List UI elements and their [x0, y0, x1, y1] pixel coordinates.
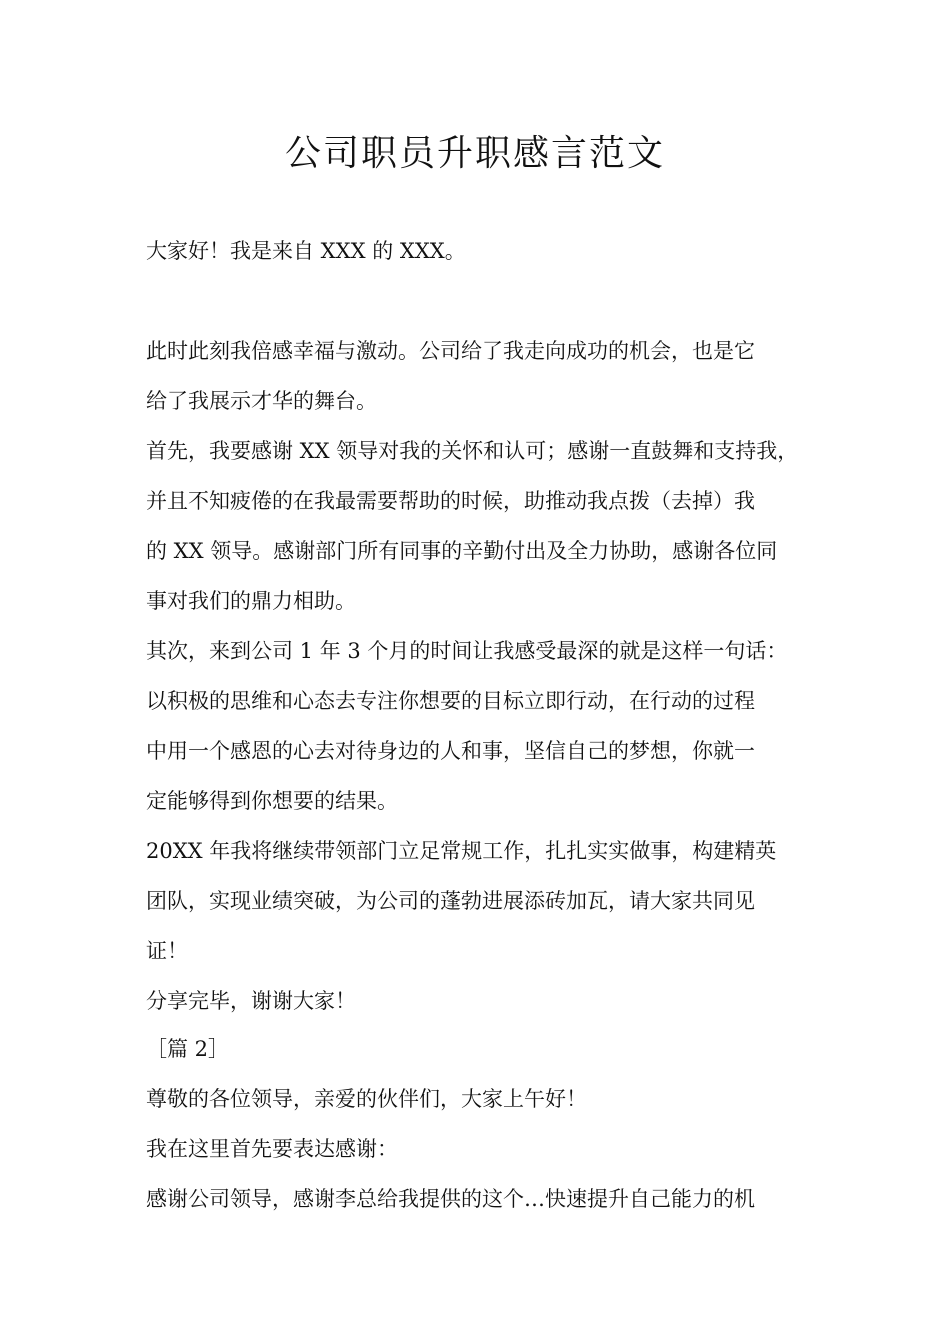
greeting-line: 大家好！我是来自 XXX 的 XXX。	[146, 239, 466, 263]
paragraph-line: 感谢公司领导，感谢李总给我提供的这个…快速提升自己能力的机	[146, 1187, 755, 1211]
paragraph-line: 首先，我要感谢 XX 领导对我的关怀和认可；感谢一直鼓舞和支持我，	[146, 439, 799, 463]
paragraph-line: 的 XX 领导。感谢部门所有同事的辛勤付出及全力协助，感谢各位同	[146, 539, 778, 563]
paragraph-line: 证！	[146, 939, 188, 963]
document-title: 公司职员升职感言范文	[284, 133, 665, 174]
paragraph-line: 我在这里首先要表达感谢：	[146, 1137, 398, 1161]
paragraph-line: 并且不知疲倦的在我最需要帮助的时候，助推动我点拨（去掉）我	[146, 489, 755, 513]
paragraph-line: 以积极的思维和心态去专注你想要的目标立即行动，在行动的过程	[146, 689, 755, 713]
paragraph-line: 中用一个感恩的心去对待身边的人和事，坚信自己的梦想，你就一	[146, 739, 755, 763]
paragraph-line: 20XX 年我将继续带领部门立足常规工作，扎扎实实做事，构建精英	[146, 839, 777, 863]
paragraph-line: 定能够得到你想要的结果。	[146, 789, 398, 813]
paragraph-line: 给了我展示才华的舞台。	[146, 389, 377, 413]
paragraph-line: 尊敬的各位领导，亲爱的伙伴们，大家上午好！	[146, 1087, 587, 1111]
paragraph-line: 此时此刻我倍感幸福与激动。公司给了我走向成功的机会，也是它	[146, 339, 755, 363]
section-marker: ［篇 2］	[146, 1037, 230, 1061]
paragraph-line: 事对我们的鼎力相助。	[146, 589, 356, 613]
paragraph-line: 团队，实现业绩突破，为公司的蓬勃进展添砖加瓦，请大家共同见	[146, 889, 755, 913]
paragraph-line: 分享完毕，谢谢大家！	[146, 989, 356, 1013]
paragraph-line: 其次，来到公司 1 年 3 个月的时间让我感受最深的就是这样一句话：	[146, 639, 788, 663]
